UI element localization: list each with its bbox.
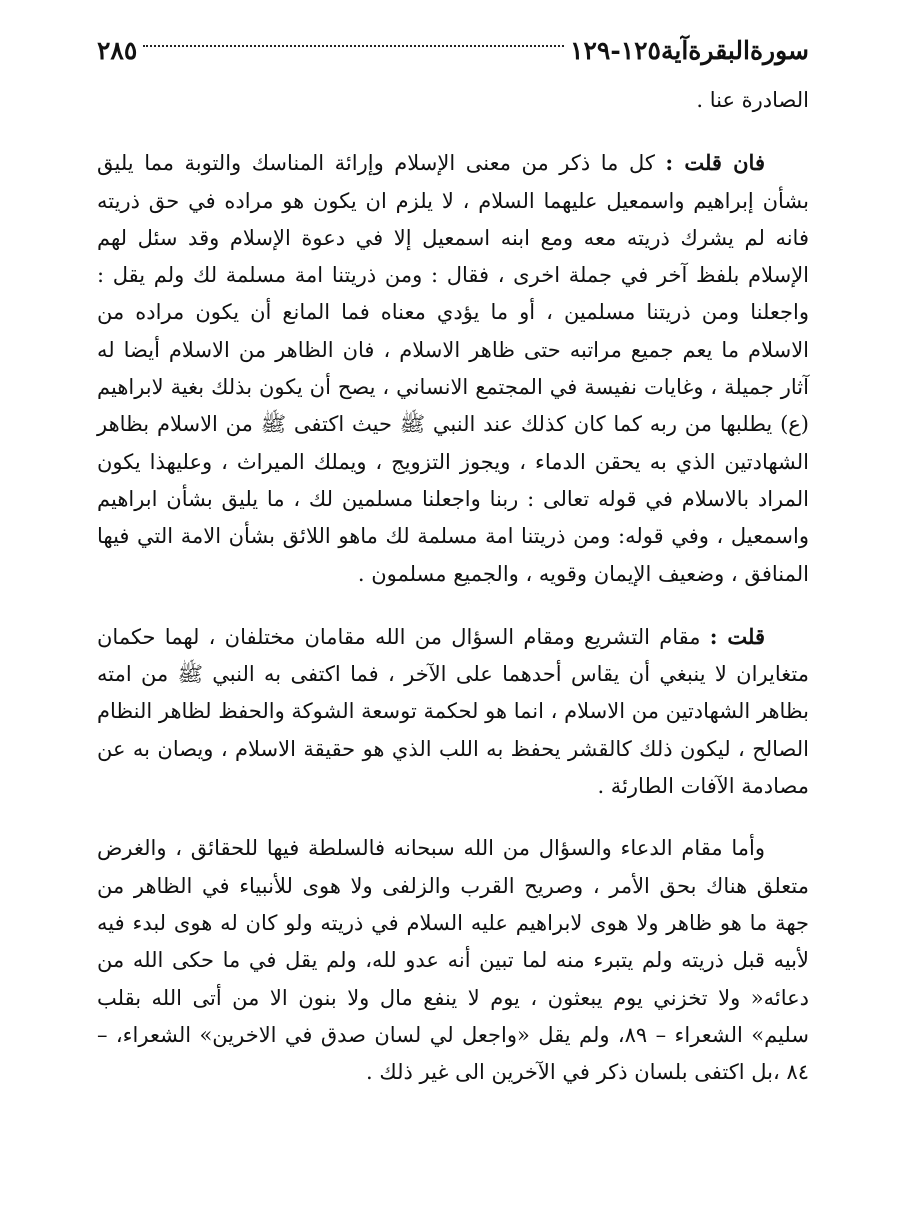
paragraph-text: مقام التشريع ومقام السؤال من الله مقامان مختلفان ، لهما حكمان متغايران لا ينبغي أن يقاس أحدهما على الآخر ، فما اكتفى به النبي ﷺ من امته بظاهر الشهادتين من الاسلام ، انما هو لحكمة توسعة الشوكة والحفظ لظاهر النظام الصالح ، ليكون ذلك كالقشر يحفظ به اللب الذي هو حقيقة الاسلام ، ويصان به عن مصادمة الآفات الطارئة .	[97, 624, 809, 799]
paragraph-text: الصادرة عنا .	[696, 88, 809, 112]
page-header	[97, 30, 809, 70]
paragraph-gap	[97, 805, 809, 830]
question-paragraph	[97, 144, 809, 593]
header-dotted-leader	[143, 45, 564, 47]
answer-paragraph	[97, 618, 809, 805]
paragraph-text: كل ما ذكر من معنى الإسلام وإرائة المناسك والتوبة مما يليق بشأن إبراهيم واسمعيل عليهما السلام ، لا يلزم ان يكون هو مراده في حق ذريته فانه لم يشرك ذريته معه ومع ابنه اسمعيل إلا في دعوة الإسلام وقد سئل لهم الإسلام بلفظ آخر في جملة اخرى ، فقال : ومن ذريتنا امة مسلمة لك ولم يقل : واجعلنا ومن ذريتنا مسلمين ، أو ما يؤدي معناه فما المانع أن يكون مراده من الاسلام ما يعم جميع مراتبه حتى ظاهر الاسلام ، فان الظاهر من الاسلام أيضا له آثار جميلة ، وغايات نفيسة في المجتمع الانساني ، يصح أن يكون بذلك بغية لابراهيم (ع) يطلبها من ربه كما كان كذلك عند النبي ﷺ حيث اكتفى ﷺ من الاسلام بظاهر الشهادتين الذي به يحقن الدماء ، ويجوز التزويج ، ويملك الميراث ، وعليهذا يكون المراد بالاسلام في قوله تعالى : ربنا واجعلنا مسلمين لك ، ما يليق بشأن ابراهيم واسمعيل ، وفي قوله: ومن ذريتنا امة مسلمة لك ماهو اللائق بشأن الامة التي فيها المنافق ، وضعيف الإيمان وقويه ، والجميع مسلمون .	[97, 151, 809, 586]
page-number: ٢٨٥	[97, 35, 138, 65]
answer-label: قلت :	[709, 623, 765, 649]
paragraph-gap	[97, 593, 809, 618]
paragraph-text: وأما مقام الدعاء والسؤال من الله سبحانه فالسلطة فيها للحقائق ، والغرض متعلق هناك بحق الأمر ، وصريح القرب والزلفى ولا هوى للأنبياء في الظاهر من جهة ما هو ظاهر ولا هوى لابراهيم عليه السلام في ذريته ولو كان له هوى لبدء فيه لأبيه قبل ذريته ولم يتبرء منه لما تبين أنه عدو لله، ولم يقل في ما حكى الله من دعائه« ولا تخزني يوم يبعثون ، يوم لا ينفع مال ولا بنون الا من أتى الله بقلب سليم» الشعراء – ٨٩، ولم يقل «واجعل لي لسان صدق في الاخرين» الشعراء، – ٨٤ ،بل اكتفى بلسان ذكر في الآخرين الى غير ذلك .	[97, 836, 809, 1085]
prayer-paragraph	[97, 830, 809, 1091]
question-label: فان قلت :	[665, 150, 765, 176]
paragraph-gap	[97, 119, 809, 144]
page-body	[97, 82, 809, 1091]
continuation-paragraph	[97, 82, 809, 119]
chapter-title: سورةالبقرةآية١٢٥-١٢٩	[570, 35, 809, 65]
